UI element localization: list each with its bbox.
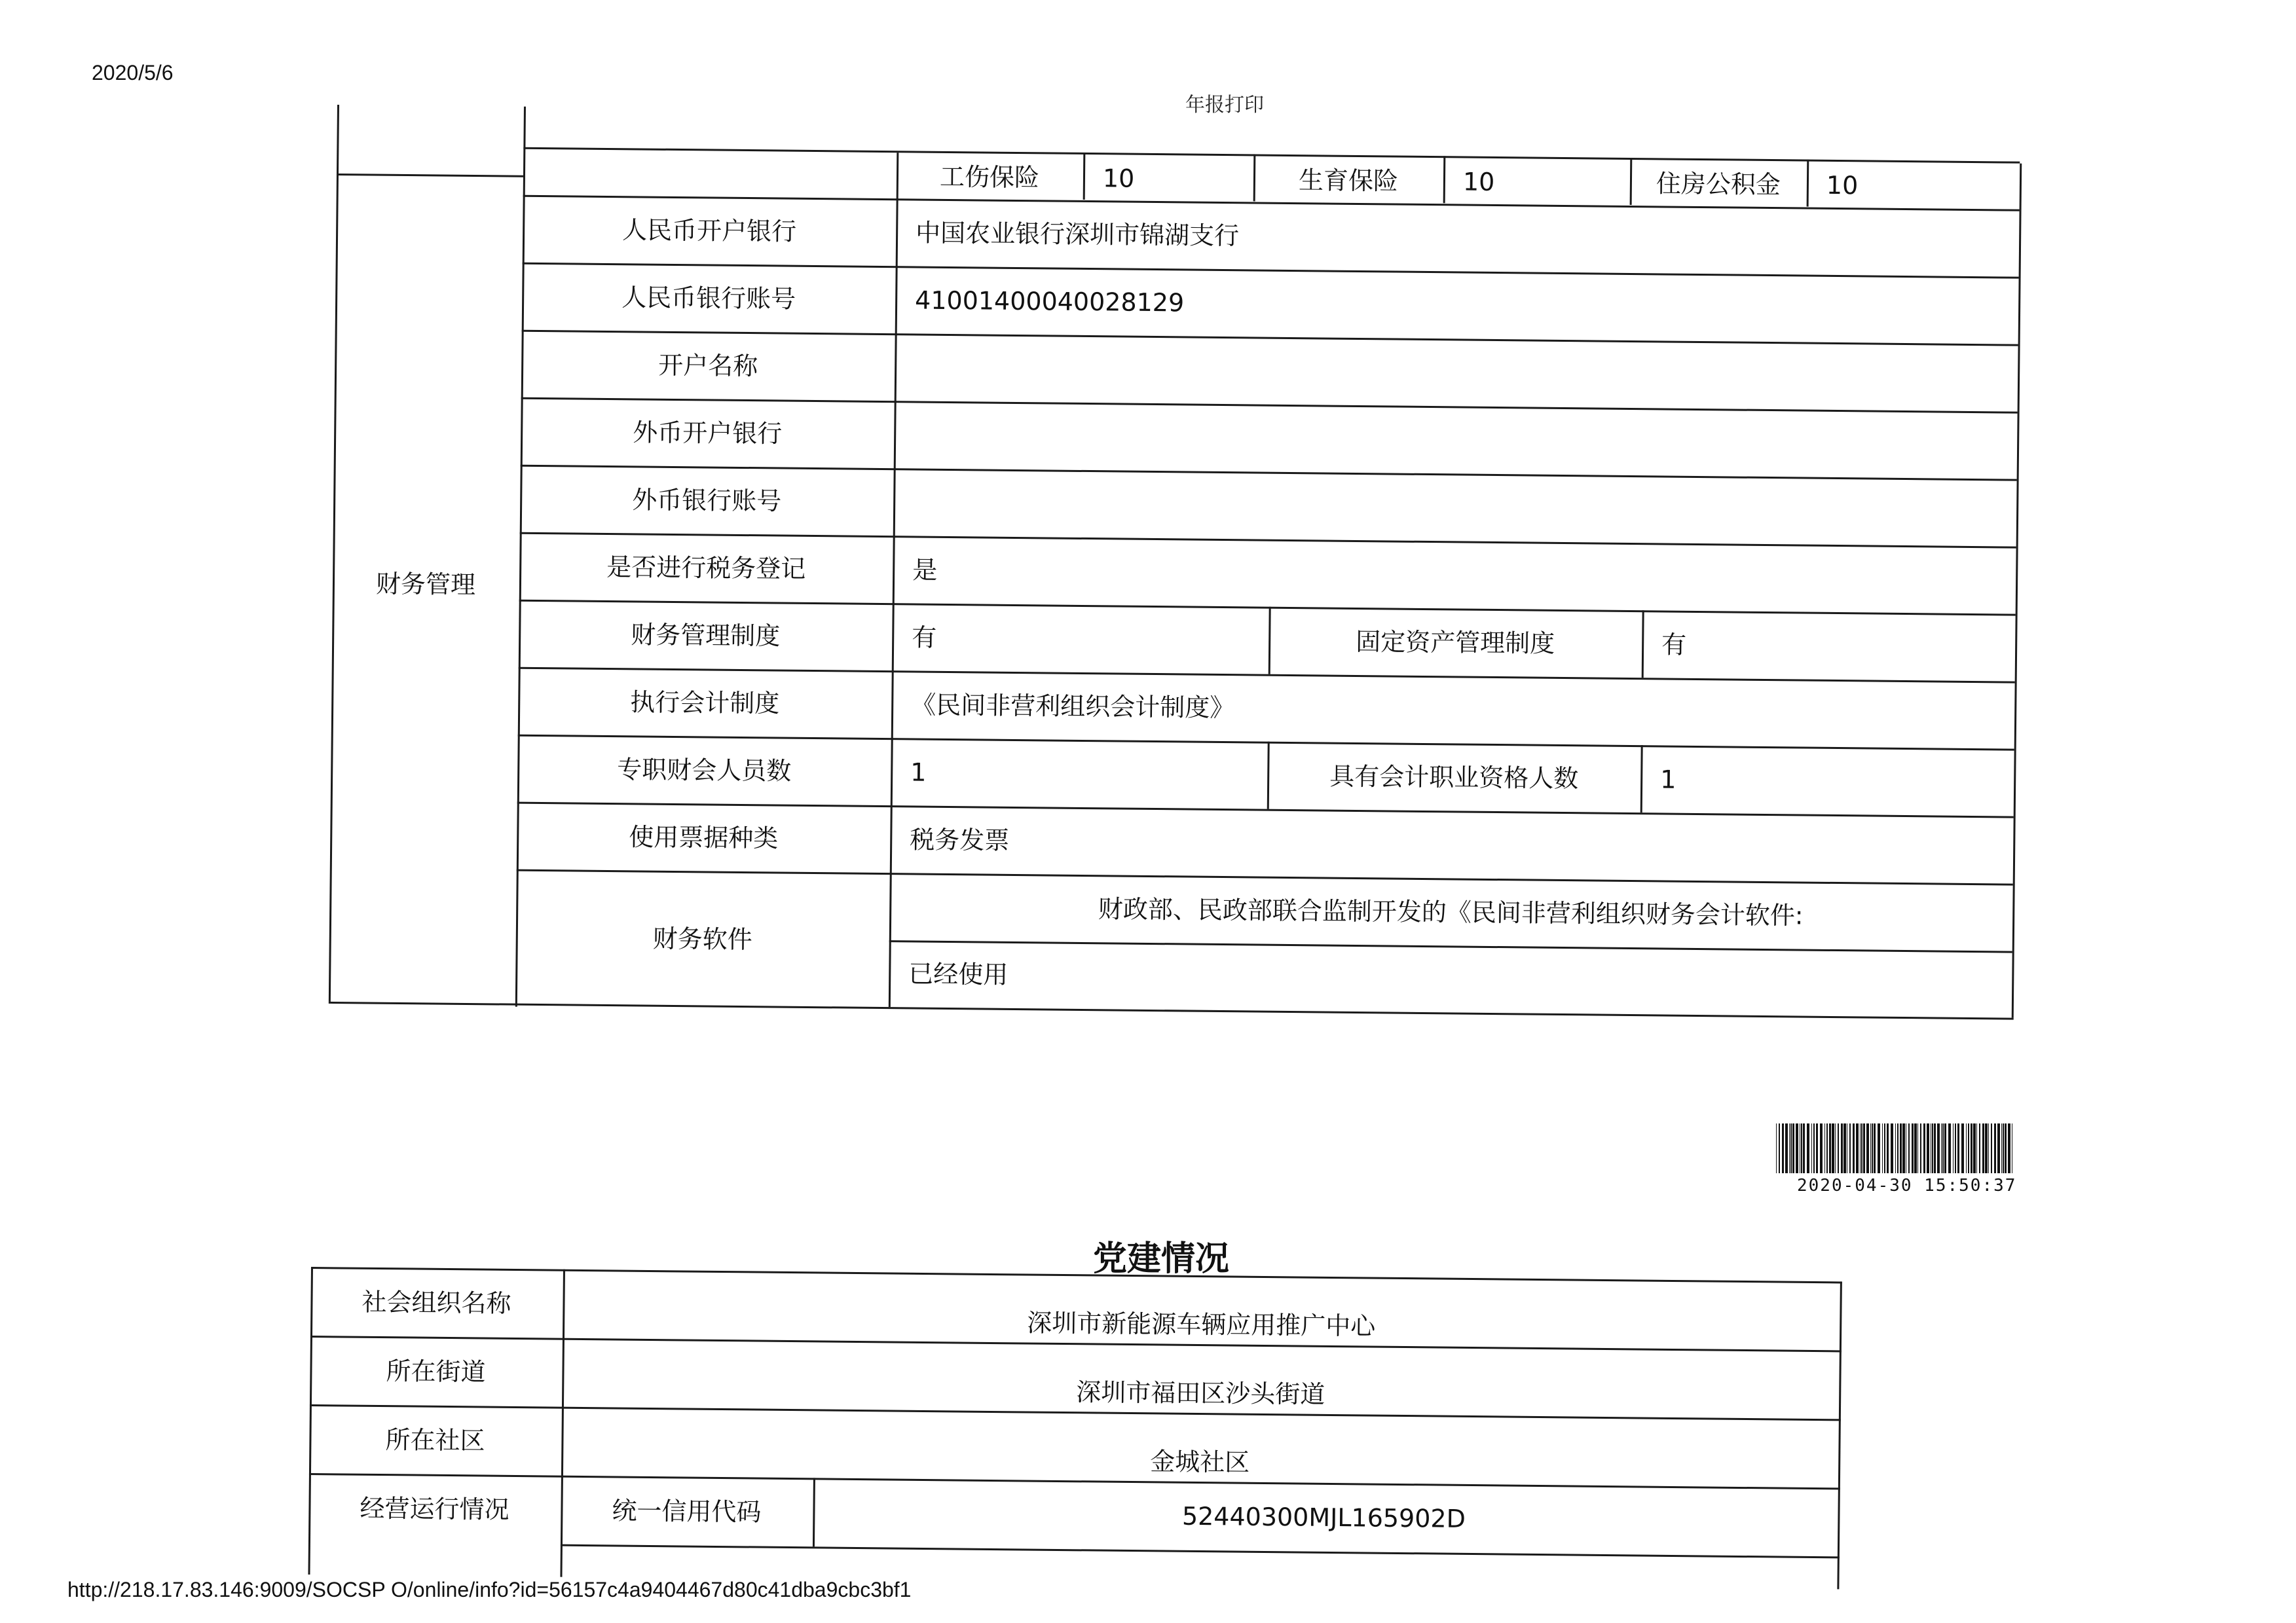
table-border xyxy=(329,105,339,1002)
barcode-bar xyxy=(1849,1123,1851,1173)
table-border xyxy=(310,1336,1842,1352)
field-label: 所在社区 xyxy=(385,1425,485,1455)
barcode-bar xyxy=(1792,1123,1794,1173)
barcode-bar xyxy=(1976,1123,1977,1173)
barcode-bar xyxy=(1994,1123,1996,1173)
barcode-bar xyxy=(1785,1123,1788,1173)
barcode-bar xyxy=(1971,1123,1972,1173)
barcode-bar xyxy=(1843,1123,1846,1173)
page-date: 2020/5/6 xyxy=(92,61,174,84)
table-border xyxy=(329,1002,2014,1020)
barcode-bar xyxy=(1955,1123,1956,1173)
party-table xyxy=(308,1267,1843,1596)
table-border xyxy=(1640,745,1643,812)
table-border xyxy=(517,802,2014,818)
table-border xyxy=(561,1544,1840,1559)
barcode-bar xyxy=(1991,1123,1992,1173)
insurance-value: 10 xyxy=(1102,164,1135,193)
barcode-bar xyxy=(1776,1123,1777,1173)
table-border xyxy=(309,1473,1840,1489)
table-border xyxy=(889,940,2012,953)
field-label: 执行会计制度 xyxy=(630,687,780,718)
field-label: 财务软件 xyxy=(652,924,753,955)
barcode-bar xyxy=(1973,1123,1976,1173)
barcode-bar xyxy=(1872,1123,1873,1173)
field-label: 外币开户银行 xyxy=(632,418,783,448)
table-border xyxy=(310,1404,1841,1421)
barcode-bar xyxy=(1917,1123,1918,1173)
table-border xyxy=(523,263,2019,279)
barcode-bar xyxy=(1897,1123,1898,1173)
field-label: 使用票据种类 xyxy=(629,822,779,853)
barcode-bar xyxy=(1824,1123,1825,1173)
table-border xyxy=(521,397,2018,414)
barcode-bar xyxy=(1863,1123,1865,1173)
field-label: 是否进行税务登记 xyxy=(606,552,806,583)
finance-section-label: 财务管理 xyxy=(375,569,476,600)
barcode-bar xyxy=(1902,1123,1905,1173)
barcode-bar xyxy=(1912,1123,1914,1173)
barcode-bar xyxy=(1966,1123,1967,1173)
table-border xyxy=(1083,153,1086,200)
barcode-bar xyxy=(1866,1123,1869,1173)
table-border xyxy=(519,667,2015,684)
barcode-bar xyxy=(1816,1123,1818,1173)
barcode-bar xyxy=(1979,1123,1980,1173)
table-border xyxy=(523,147,2020,164)
table-border xyxy=(1443,156,1446,203)
table-border xyxy=(813,1478,815,1546)
table-border xyxy=(519,600,2016,616)
field-value: 中国农业银行深圳市锦湖支行 xyxy=(915,218,1240,251)
field-value: 财政部、民政部联合监制开发的《民间非营利组织财务会计软件: xyxy=(1098,894,1804,930)
insurance-value: 10 xyxy=(1826,170,1859,200)
barcode-bar xyxy=(1937,1123,1940,1173)
barcode-bar xyxy=(1997,1123,2000,1173)
barcode-bar xyxy=(1874,1123,1876,1173)
barcode-bar xyxy=(1968,1123,1969,1173)
table-border xyxy=(337,173,523,177)
field-label: 外币银行账号 xyxy=(632,485,782,516)
finance-table xyxy=(329,105,2020,1038)
table-border xyxy=(2012,164,2022,1018)
table-border xyxy=(523,195,2020,211)
barcode-bar xyxy=(1908,1123,1910,1173)
barcode-bar xyxy=(1861,1123,1862,1173)
barcode-bar xyxy=(1920,1123,1921,1173)
table-border xyxy=(1807,160,1809,207)
field-label: 财务管理制度 xyxy=(631,620,781,651)
barcode-bar xyxy=(1813,1123,1815,1173)
barcode-bar xyxy=(1841,1123,1843,1173)
field-value: 有 xyxy=(1661,630,1687,659)
barcode-bar xyxy=(1932,1123,1933,1173)
barcode-bar xyxy=(1941,1123,1942,1173)
barcode-bar xyxy=(1820,1123,1823,1173)
barcode-bar xyxy=(1887,1123,1889,1173)
table-border xyxy=(1837,1281,1842,1589)
field-value: 深圳市新能源车辆应用推广中心 xyxy=(1027,1308,1376,1341)
field-value: 金城社区 xyxy=(1149,1447,1250,1477)
barcode-bar xyxy=(1944,1123,1946,1173)
barcode-bar xyxy=(1796,1123,1798,1173)
barcode-bar xyxy=(1811,1123,1812,1173)
field-value: 已经使用 xyxy=(908,959,1009,989)
table-border xyxy=(1642,610,1644,678)
section-title: 党建情况 xyxy=(1092,1239,1230,1279)
barcode-bar xyxy=(1829,1123,1831,1173)
barcode-bar xyxy=(1835,1123,1836,1173)
barcode-bar xyxy=(1934,1123,1936,1173)
barcode-bar xyxy=(1882,1123,1883,1173)
table-border xyxy=(520,532,2016,549)
barcode-bar xyxy=(1957,1123,1959,1173)
barcode-bar xyxy=(1942,1123,1944,1173)
field-label: 具有会计职业资格人数 xyxy=(1329,761,1579,793)
barcode-bar xyxy=(1961,1123,1964,1173)
print-header: 年报打印 xyxy=(1185,94,1264,117)
footer-url: http://218.17.83.146:9009/SOCSP O/online/info?id=56157c4a9404467d80c41dba9cbc3bf1 xyxy=(67,1578,912,1601)
table-border xyxy=(560,1269,565,1577)
insurance-label: 生育保险 xyxy=(1298,166,1399,196)
insurance-label: 工伤保险 xyxy=(939,162,1040,192)
field-value: 税务发票 xyxy=(910,825,1010,855)
field-value: 深圳市福田区沙头街道 xyxy=(1075,1377,1325,1409)
barcode-bar xyxy=(2001,1123,2002,1173)
barcode-image xyxy=(1776,1123,2014,1173)
barcode-bar xyxy=(1856,1123,1859,1173)
barcode-bar xyxy=(1790,1123,1792,1173)
field-value: 52440300MJL165902D xyxy=(1181,1501,1466,1533)
barcode-bar xyxy=(1838,1123,1839,1173)
table-border xyxy=(522,330,2018,346)
barcode-bar xyxy=(1832,1123,1834,1173)
table-border xyxy=(1267,742,1270,809)
barcode-bar xyxy=(1860,1123,1861,1173)
barcode-bar xyxy=(1779,1123,1780,1173)
field-value: 1 xyxy=(910,757,927,787)
barcode-bar xyxy=(1982,1123,1984,1173)
table-border xyxy=(308,1267,313,1575)
barcode-bar xyxy=(1884,1123,1885,1173)
table-border xyxy=(1253,154,1256,201)
barcode-bar xyxy=(1985,1123,1988,1173)
field-label: 人民币银行账号 xyxy=(621,283,796,314)
barcode-bar xyxy=(2005,1123,2007,1173)
barcode-bar xyxy=(1789,1123,1790,1173)
barcode-bar xyxy=(2003,1123,2004,1173)
barcode-bar xyxy=(1878,1123,1880,1173)
barcode-bar xyxy=(1900,1123,1902,1173)
insurance-label: 住房公积金 xyxy=(1656,169,1781,200)
barcode-bar xyxy=(1914,1123,1917,1173)
field-value: 《民间非营利组织会计制度》 xyxy=(911,690,1235,723)
barcode-bar xyxy=(1870,1123,1871,1173)
table-border xyxy=(1268,607,1271,674)
barcode-bar xyxy=(1826,1123,1828,1173)
field-label: 固定资产管理制度 xyxy=(1355,627,1555,658)
insurance-value: 10 xyxy=(1462,167,1495,196)
barcode-bar xyxy=(2008,1123,2010,1173)
table-border xyxy=(311,1267,1842,1283)
field-label: 社会组织名称 xyxy=(361,1287,511,1318)
table-border xyxy=(515,107,526,1007)
barcode-bar xyxy=(1988,1123,1989,1173)
barcode-bar xyxy=(1948,1123,1951,1173)
table-border xyxy=(518,735,2014,751)
field-value: 有 xyxy=(912,623,937,652)
field-value: 1 xyxy=(1659,765,1676,794)
barcode-bar xyxy=(1803,1123,1805,1173)
barcode-bar xyxy=(1891,1123,1893,1173)
table-border xyxy=(517,869,2013,886)
barcode-timestamp: 2020-04-30 15:50:37 xyxy=(1797,1176,2017,1195)
field-label: 所在街道 xyxy=(386,1357,486,1387)
field-label: 人民币开户银行 xyxy=(621,215,797,246)
table-border xyxy=(521,465,2017,481)
barcode-bar xyxy=(1782,1123,1784,1173)
barcode-bar xyxy=(1801,1123,1802,1173)
field-label: 开户名称 xyxy=(657,350,758,381)
barcode-bar xyxy=(1923,1123,1925,1173)
barcode-bar xyxy=(1927,1123,1929,1173)
barcode-bar xyxy=(1853,1123,1855,1173)
table-border xyxy=(889,153,899,1007)
field-label: 经营运行情况 xyxy=(360,1493,509,1524)
barcode-bar xyxy=(1807,1123,1809,1173)
field-value: 是 xyxy=(912,555,938,585)
field-label: 专职财会人员数 xyxy=(617,755,792,786)
table-border xyxy=(1630,158,1633,205)
barcode-bar xyxy=(1895,1123,1896,1173)
field-value: 41001400040028129 xyxy=(914,285,1185,318)
field-label: 统一信用代码 xyxy=(612,1496,762,1527)
